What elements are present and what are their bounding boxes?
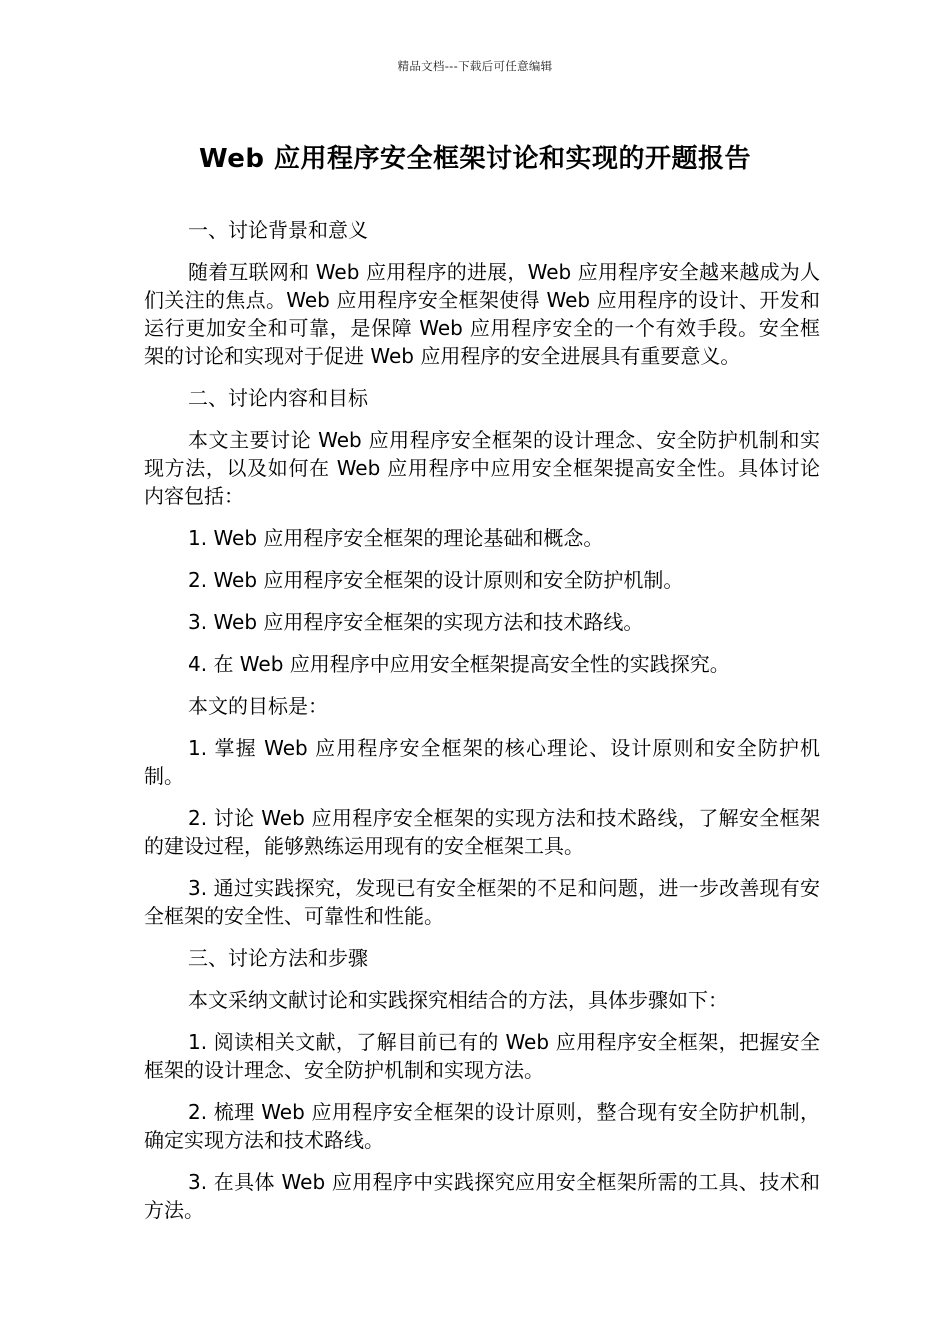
list-item: 1. 阅读相关文献，了解目前已有的 Web 应用程序安全框架，把握安全框架的设计理念、安全防护机制和实现方法。: [144, 1030, 820, 1082]
paragraph: 随着互联网和 Web 应用程序的进展，Web 应用程序安全越来越成为人们关注的焦点。Web 应用程序安全框架使得 Web 应用程序的设计、开发和运行更加安全和可靠，是保障 Web 应用程序安全的一个有效手段。安全框架的讨论和实现对于促进 Web 应用程序的安全进展具有重要意义。: [144, 260, 820, 368]
list-item: 3. 在具体 Web 应用程序中实践探究应用安全框架所需的工具、技术和方法。: [144, 1170, 820, 1222]
document-body: [144, 216, 820, 1238]
paragraph: 本文采纳文献讨论和实践探究相结合的方法，具体步骤如下：: [188, 988, 728, 1012]
document-title: Web 应用程序安全框架讨论和实现的开题报告: [198, 144, 752, 174]
section-heading: 三、讨论方法和步骤: [188, 946, 368, 970]
list-item: 3. 通过实践探究，发现已有安全框架的不足和问题，进一步改善现有安全框架的安全性、可靠性和性能。: [144, 876, 820, 928]
list-item: 4. 在 Web 应用程序中应用安全框架提高安全性的实践探究。: [188, 652, 730, 676]
paragraph: 本文的目标是：: [188, 694, 328, 718]
paragraph: 本文主要讨论 Web 应用程序安全框架的设计理念、安全防护机制和实现方法，以及如何在 Web 应用程序中应用安全框架提高安全性。具体讨论内容包括：: [144, 428, 820, 508]
section-heading: 二、讨论内容和目标: [188, 386, 368, 410]
list-item: 2. 梳理 Web 应用程序安全框架的设计原则，整合现有安全防护机制，确定实现方法和技术路线。: [144, 1100, 820, 1152]
list-item: 1. 掌握 Web 应用程序安全框架的核心理论、设计原则和安全防护机制。: [144, 736, 820, 788]
list-item: 3. Web 应用程序安全框架的实现方法和技术路线。: [188, 610, 644, 634]
page-header: 精品文档---下载后可任意编辑: [397, 59, 553, 73]
list-item: 1. Web 应用程序安全框架的理论基础和概念。: [188, 526, 604, 550]
list-item: 2. Web 应用程序安全框架的设计原则和安全防护机制。: [188, 568, 684, 592]
section-heading: 一、讨论背景和意义: [188, 218, 368, 242]
list-item: 2. 讨论 Web 应用程序安全框架的实现方法和技术路线，了解安全框架的建设过程，能够熟练运用现有的安全框架工具。: [144, 806, 820, 858]
